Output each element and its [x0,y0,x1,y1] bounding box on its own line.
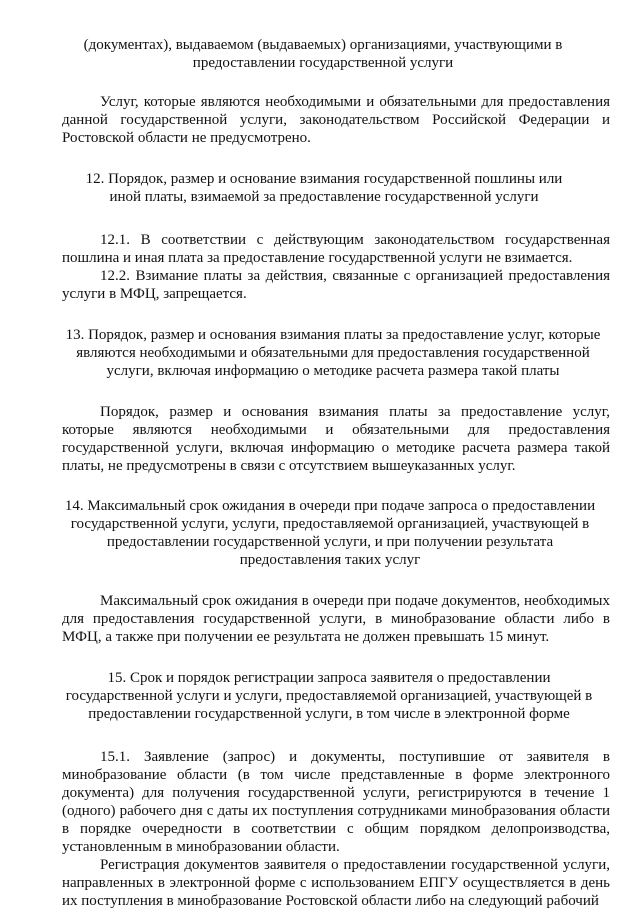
heading-section-14: 14. Максимальный срок ожидания в очереди при подаче запроса о предоставлении государственной услуги, услуги, предоставляемой организацией, участвующей в предоставлении государственной услуги, и при получении результата предоставления таких услуг [64,498,596,568]
heading-continuation: (документах), выдаваемом (выдаваемых) организациями, участвующими в предоставлении государственной услуги [83,37,563,71]
paragraph-15-1: 15.1. Заявление (запрос) и документы, поступившие от заявителя в минобразование области (в том числе представленные в форме электронного документа) для получения государственной услуги, регистрируются в течение 1 (одного) рабочего дня с даты их поступления сотрудниками минобразования области в порядке очередности в соответствии с общим порядком делопроизводства, установленным в минобразовании области. [62,749,610,855]
paragraph-15-registration: Регистрация документов заявителя о предоставлении государственной услуги, направленных в электронной форме с использованием ЕПГУ осуществляется в день их поступления в минобразование Ростовской области либо на следующий рабочий [62,857,610,909]
heading-section-12: 12. Порядок, размер и основание взимания государственной пошлины или иной платы, взимаемой за предоставление государственной услуги [85,171,563,205]
paragraph-13: Порядок, размер и основания взимания платы за предоставление услуг, которые являются необходимыми и обязательными для предоставления государственной услуги, включая информацию о методике расчета размера такой платы, не предусмотрены в связи с отсутствием вышеуказанных услуг. [62,404,610,474]
heading-section-13: 13. Порядок, размер и основания взимания платы за предоставление услуг, которые являются необходимыми и обязательными для предоставления государственной услуги, включая информацию о методике расчета размера такой платы [65,327,601,379]
paragraph-14: Максимальный срок ожидания в очереди при подаче документов, необходимых для предоставления государственной услуги, в минобразование области либо в МФЦ, а также при получении ее результата не должен превышать 15 минут. [62,593,610,645]
heading-section-15: 15. Срок и порядок регистрации запроса заявителя о предоставлении государственной услуги и услуги, предоставляемой организацией, участвующей в предоставлении государственной услуги, в том числе в электронной форме [65,670,593,722]
paragraph-no-services: Услуг, которые являются необходимыми и обязательными для предоставления данной государственной услуги, законодательством Российской Федерации и Ростовской области не предусмотрено. [62,94,610,146]
paragraph-12-1: 12.1. В соответствии с действующим законодательством государственная пошлина и иная плата за предоставление государственной услуги не взимается. [62,232,610,266]
paragraph-12-2: 12.2. Взимание платы за действия, связанные с организацией предоставления услуги в МФЦ, запрещается. [62,268,610,302]
